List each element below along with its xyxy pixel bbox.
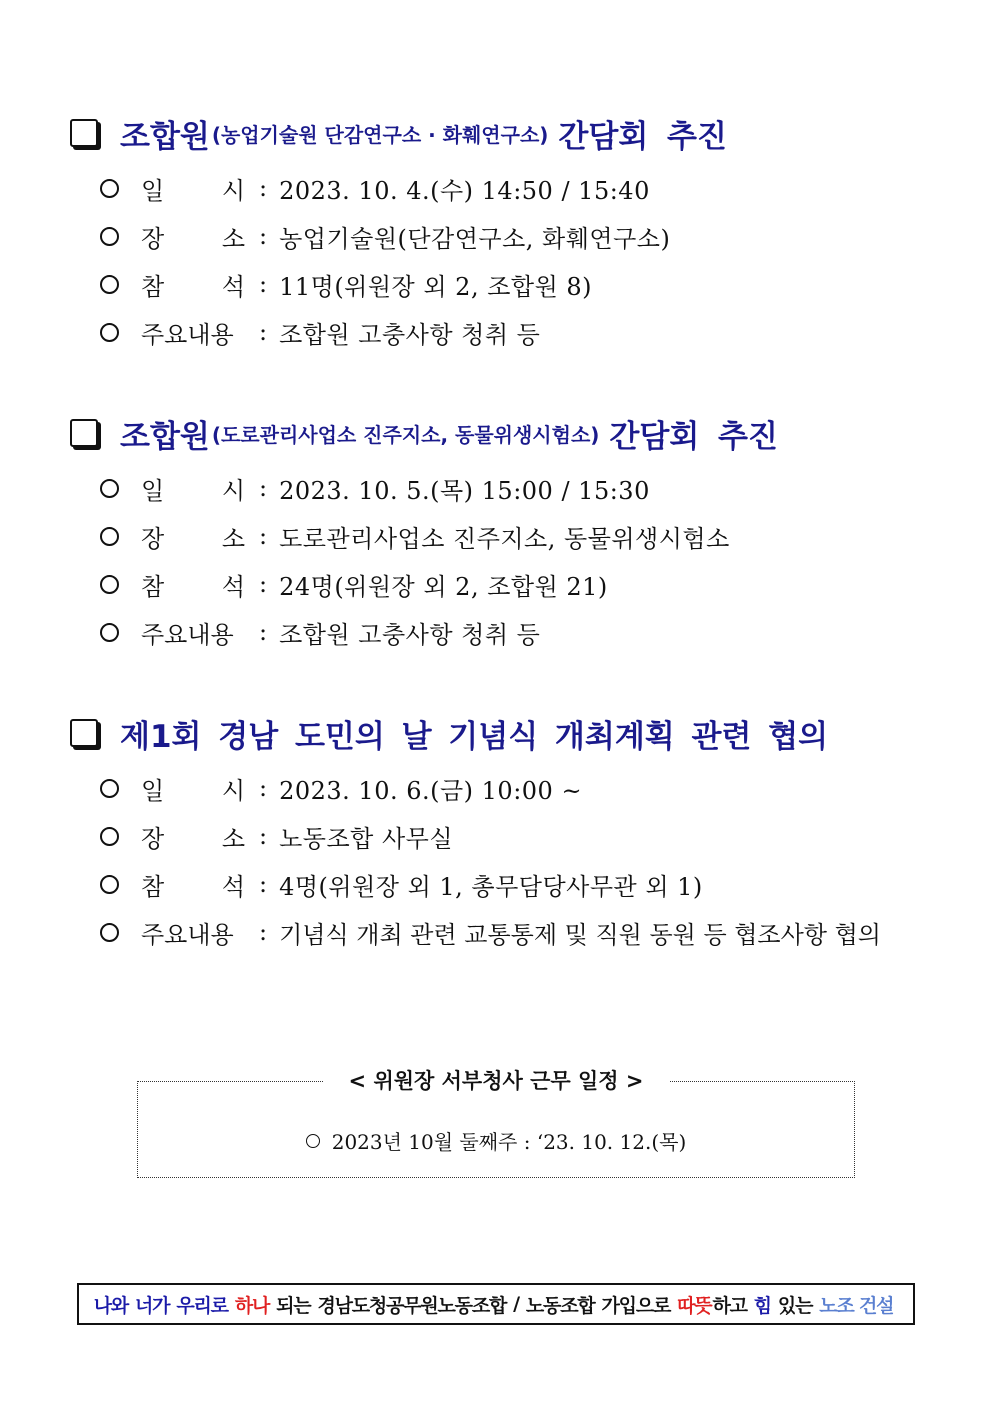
item-label: 장 소 (141, 524, 245, 553)
item-value: 11명(위원장 외 2, 조합원 8) (279, 272, 593, 301)
slogan-segment: 우리로 (176, 1294, 228, 1317)
list-item: 장 소 : 농업기술원(단감연구소, 화훼연구소) (100, 212, 950, 260)
section-title (70, 408, 950, 458)
list-item: 일 시 : 2023. 10. 6.(금) 10:00 ~ (100, 764, 950, 812)
circle-bullet-icon (100, 575, 119, 594)
title-main: 제1회 경남 도민의 날 기념식 개최계획 관련 협의 (120, 718, 829, 755)
item-label: 주요내용 (141, 320, 234, 349)
circle-bullet-icon (100, 623, 119, 642)
item-label: 주요내용 (141, 920, 234, 949)
schedule-title: < 위원장 서부청사 근무 일정 > (138, 1065, 854, 1095)
item-value: 2023. 10. 5.(목) 15:00 / 15:30 (279, 476, 650, 505)
item-value: 농업기술원(단감연구소, 화훼연구소) (279, 224, 671, 253)
item-value: 24명(위원장 외 2, 조합원 21) (279, 572, 608, 601)
slogan-segment: 따뜻 (677, 1294, 712, 1317)
slogan-segment: 노조 건설 (819, 1294, 894, 1317)
slogan-segment: 노동조합 (525, 1294, 595, 1317)
title-main: 조합원 (120, 418, 210, 455)
list-item: 일 시 : 2023. 10. 4.(수) 14:50 / 15:40 (100, 164, 950, 212)
title-end: 간담회 추진 (609, 418, 778, 455)
list-item: 장 소 : 노동조합 사무실 (100, 812, 950, 860)
slogan-segment: 가입으로 (601, 1294, 671, 1317)
schedule-item (138, 1126, 854, 1155)
item-value: 2023. 10. 6.(금) 10:00 ~ (279, 776, 583, 805)
list-item: 장 소 : 도로관리사업소 진주지소, 동물위생시험소 (100, 512, 950, 560)
title-main: 조합원 (120, 118, 210, 155)
item-label: 일 시 (141, 776, 245, 805)
item-value: 도로관리사업소 진주지소, 동물위생시험소 (279, 524, 730, 553)
detail-list (70, 164, 950, 356)
title-sub: (농업기술원 단감연구소 · 화훼연구소) (211, 122, 549, 147)
list-item: 일 시 : 2023. 10. 5.(목) 15:00 / 15:30 (100, 464, 950, 512)
list-item: 주요내용 : 조합원 고충사항 청취 등 (100, 308, 950, 356)
slogan-segment: 나와 (93, 1294, 129, 1317)
checkbox-square-icon (70, 419, 98, 447)
circle-bullet-icon (100, 179, 119, 198)
item-value: 기념식 개최 관련 교통통제 및 직원 동원 등 협조사항 협의 (279, 920, 881, 949)
slogan-segment: 너가 (135, 1294, 170, 1317)
slogan-segment: 되는 (276, 1294, 311, 1317)
slogan-segment: 경남도청공무원노동조합 (317, 1294, 507, 1317)
circle-bullet-icon (100, 827, 119, 846)
checkbox-square-icon (70, 119, 98, 147)
circle-bullet-icon (100, 779, 119, 798)
item-label: 주요내용 (141, 620, 234, 649)
item-label: 장 소 (141, 824, 245, 853)
item-label: 참 석 (141, 272, 245, 301)
slogan-segment: / (513, 1293, 519, 1315)
section-3 (70, 708, 950, 956)
circle-bullet-icon (100, 527, 119, 546)
item-label: 일 시 (141, 176, 245, 205)
title-end: 간담회 추진 (558, 118, 727, 155)
footer-slogan (77, 1283, 915, 1325)
circle-bullet-icon (306, 1134, 320, 1148)
list-item: 참 석 : 11명(위원장 외 2, 조합원 8) (100, 260, 950, 308)
slogan-segment: 하고 (712, 1294, 747, 1317)
item-value: 4명(위원장 외 1, 총무담당사무관 외 1) (279, 872, 703, 901)
checkbox-square-icon (70, 719, 98, 747)
list-item: 주요내용 : 기념식 개최 관련 교통통제 및 직원 동원 등 협조사항 협의 (100, 908, 950, 956)
section-1 (70, 108, 950, 356)
schedule-box (137, 1069, 855, 1178)
circle-bullet-icon (100, 323, 119, 342)
circle-bullet-icon (100, 227, 119, 246)
circle-bullet-icon (100, 923, 119, 942)
schedule-item-text: 2023년 10월 둘째주 : ‘23. 10. 12.(목) (331, 1130, 687, 1154)
section-title (70, 708, 950, 758)
section-title (70, 108, 950, 158)
item-label: 장 소 (141, 224, 245, 253)
list-item: 참 석 : 24명(위원장 외 2, 조합원 21) (100, 560, 950, 608)
item-value: 조합원 고충사항 청취 등 (279, 620, 541, 649)
item-value: 2023. 10. 4.(수) 14:50 / 15:40 (279, 176, 650, 205)
slogan-segment: 힘 (753, 1294, 771, 1317)
slogan-segment: 하나 (234, 1294, 270, 1317)
section-2 (70, 408, 950, 656)
list-item: 참 석 : 4명(위원장 외 1, 총무담당사무관 외 1) (100, 860, 950, 908)
circle-bullet-icon (100, 479, 119, 498)
item-value: 조합원 고충사항 청취 등 (279, 320, 541, 349)
item-label: 참 석 (141, 572, 245, 601)
detail-list (70, 764, 950, 956)
circle-bullet-icon (100, 875, 119, 894)
detail-list (70, 464, 950, 656)
list-item: 주요내용 : 조합원 고충사항 청취 등 (100, 608, 950, 656)
item-label: 참 석 (141, 872, 245, 901)
circle-bullet-icon (100, 275, 119, 294)
item-label: 일 시 (141, 476, 245, 505)
item-value: 노동조합 사무실 (279, 824, 454, 853)
slogan-segment: 있는 (777, 1294, 813, 1317)
title-sub: (도로관리사업소 진주지소, 동물위생시험소) (211, 422, 600, 447)
